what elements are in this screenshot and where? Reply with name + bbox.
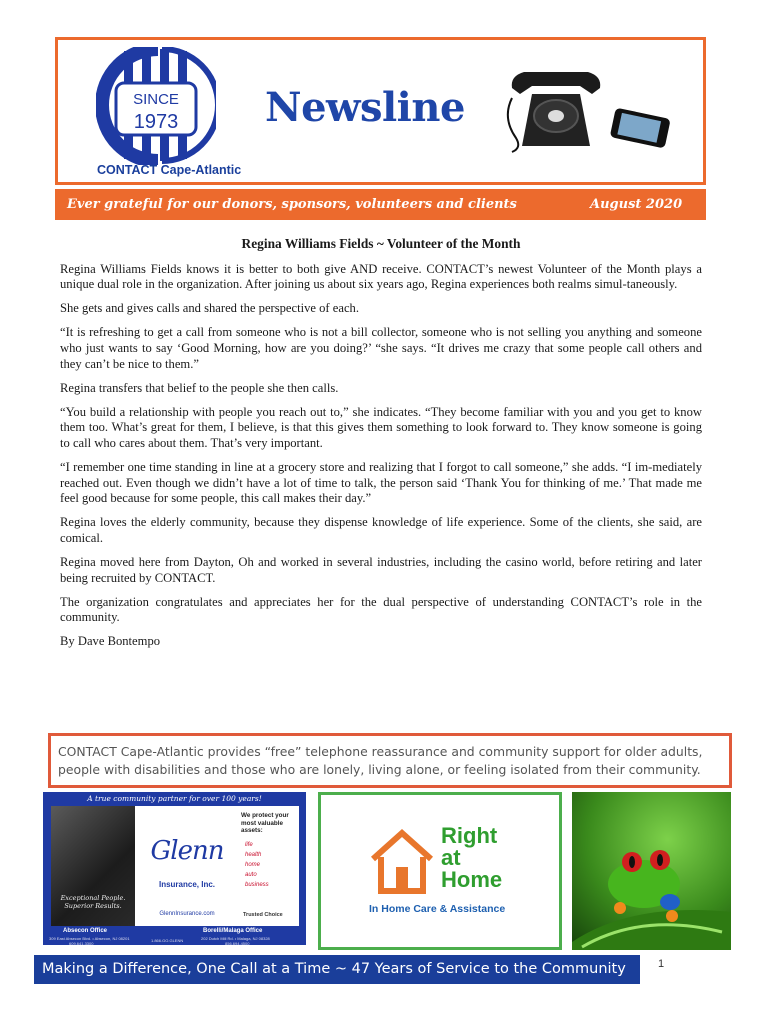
glenn-top-banner: A true community partner for over 100 years! <box>87 794 262 803</box>
asset-item: home <box>245 862 261 868</box>
asset-item: auto <box>245 872 257 878</box>
footer-slogan: Making a Difference, One Call at a Time ~ 47 Years of Service to the Community <box>42 961 626 977</box>
house-icon <box>367 827 437 897</box>
office-left-phone: 609.641.3300 <box>69 941 94 946</box>
right-at-home-ad[interactable] <box>318 792 562 950</box>
glenn-photo <box>51 806 135 926</box>
logo-since: SINCE <box>133 91 179 108</box>
issue-date: August 2020 <box>590 197 683 212</box>
article-paragraph: Regina moved here from Dayton, Oh and worked in several industries, including the casino world, before retiring and later being recruited by CONTACT. <box>60 555 702 585</box>
frog-illustration <box>572 792 731 950</box>
glenn-assets-panel <box>239 806 299 926</box>
org-name: CONTACT Cape-Atlantic <box>97 163 242 177</box>
asset-item: business <box>245 882 269 888</box>
article-paragraph: “It is refreshing to get a call from someone who is not a bill collector, someone who is not selling you anything and someone who just wants to say ‘Good Morning, how are you doing?’ “she says. “It drives me crazy that some people call others and they can’t be nice to them.” <box>60 325 702 371</box>
glenn-offices <box>43 926 306 945</box>
logo-year: 1973 <box>133 111 179 133</box>
rah-line2: at <box>441 845 461 870</box>
office-right-phone: 856.694.4500 <box>225 941 250 946</box>
glenn-logo: Glenn <box>150 836 224 866</box>
article-paragraph: Regina transfers that belief to the people she then calls. <box>60 380 339 395</box>
banner-tagline: Ever grateful for our donors, sponsors, volunteers and clients <box>67 197 517 212</box>
rotary-phone-icon <box>502 58 610 154</box>
office-right-name: Borelli/Malaga Office <box>203 928 263 934</box>
rah-line1: Right <box>441 823 498 848</box>
article <box>60 236 702 658</box>
center-phone: 1.866.GO.GLENN <box>151 938 184 943</box>
article-paragraph: Regina loves the elderly community, because they dispense knowledge of life experience. Some of the clients, she said, are comical. <box>60 515 702 545</box>
glenn-website[interactable]: GlennInsurance.com <box>159 911 215 917</box>
tree-frog-photo <box>572 792 731 950</box>
newsletter-title: Newsline <box>265 84 465 131</box>
contact-logo <box>96 47 216 165</box>
article-paragraph: The organization congratulates and appreciates her for the dual perspective of understanding CONTACT’s role in the community. <box>60 594 702 625</box>
asset-item: health <box>245 852 262 858</box>
glenn-company: Insurance, Inc. <box>158 880 216 889</box>
trusted-choice-logo: Trusted Choice <box>243 912 283 918</box>
glenn-insurance-ad[interactable] <box>43 792 306 945</box>
office-left-name: Absecon Office <box>63 928 108 934</box>
article-paragraph: “I remember one time standing in line at a grocery store and realizing that I forgot to call someone,” she adds. “I im-mediately reached out. Even though we didn’t have a lot of time to talk, the person said ‘Thank You for thinking of me.’ That made me feel good because for some people, this call makes their day.” <box>60 460 702 506</box>
rah-line3: Home <box>441 867 503 892</box>
asset-item: life <box>245 842 253 848</box>
article-byline: By Dave Bontempo <box>60 634 161 649</box>
article-paragraph: She gets and gives calls and shared the perspective of each. <box>60 301 359 316</box>
office-left-address: 309 East Absecon Blvd. • Absecon, NJ 08201 <box>49 936 130 941</box>
page-number: 1 <box>658 958 665 970</box>
smartphone-icon <box>610 107 670 151</box>
rah-logo-text <box>441 825 502 891</box>
glenn-photo-caption: Exceptional People. Superior Results. <box>60 894 126 910</box>
mission-callout: CONTACT Cape-Atlantic provides “free” telephone reassurance and community support for older adults, people with disabilities and those who are lonely, living alone, or feeling isolated from their community. <box>48 733 732 788</box>
glenn-logo-panel <box>135 806 239 926</box>
article-paragraph: “You build a relationship with people you reach out to,” she indicates. “They become familiar with you and you get to know them too. What’s great for them, I believe, is that this gives them something to look forward to. They know someone is going to call who cares about them. That’s very important. <box>60 404 702 450</box>
article-paragraph: Regina Williams Fields knows it is better to both give AND receive. CONTACT’s newest Volunteer of the Month plays a unique dual role in the organization. After joining us about six years ago, Regina experiences both realms simul-taneously. <box>60 261 702 292</box>
article-heading: Regina Williams Fields ~ Volunteer of the Month <box>241 236 521 251</box>
glenn-protect-heading: We protect your most valuable assets: <box>241 812 289 834</box>
rah-tagline: In Home Care & Assistance <box>369 903 506 915</box>
office-right-address: 202 Dutch Mill Rd. • Malaga, NJ 08328 <box>201 936 270 941</box>
